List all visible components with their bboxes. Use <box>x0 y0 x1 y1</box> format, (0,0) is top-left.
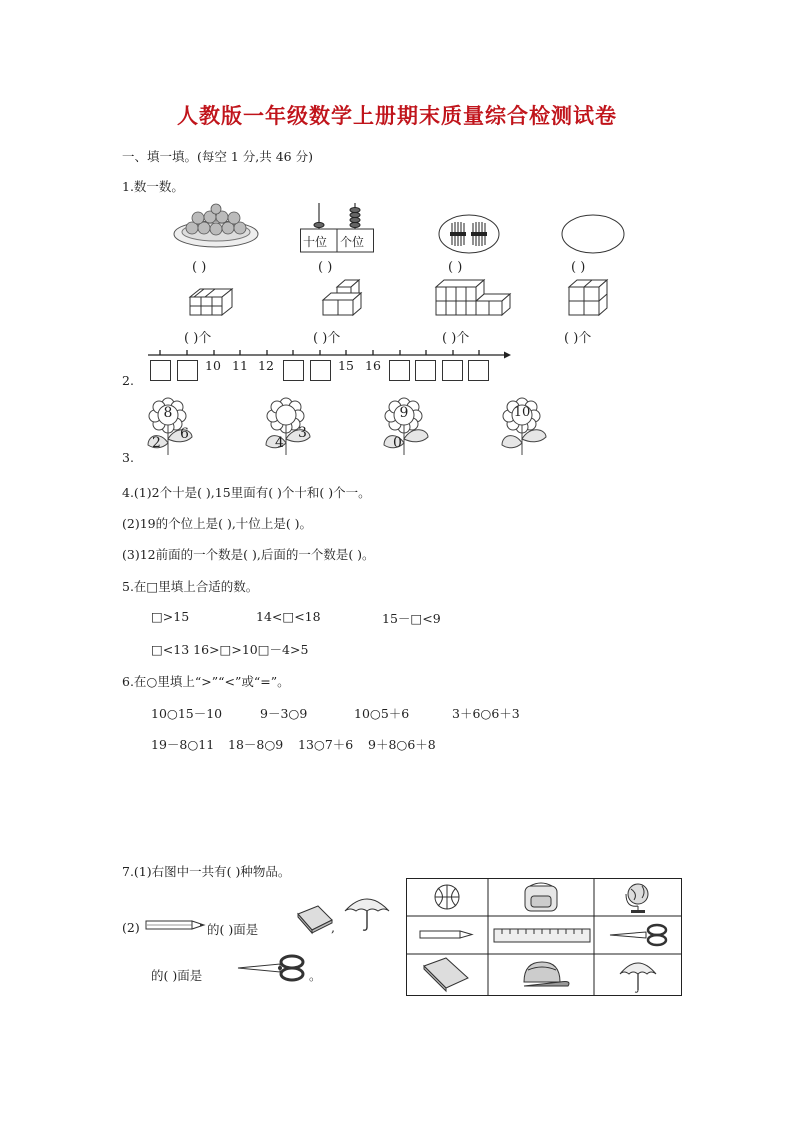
flower-top-number: 8 <box>163 405 173 421</box>
number-blank-box[interactable] <box>177 360 198 381</box>
number-blank-box[interactable] <box>468 360 489 381</box>
compare-item: 13○7＋6 <box>298 737 354 752</box>
basketball-icon <box>435 885 459 909</box>
cube-stack-image <box>569 279 609 317</box>
tick-label: 16 <box>365 358 381 373</box>
compare-item: 19－8○11 <box>151 737 215 752</box>
question-5-label: 5.在□里填上合适的数。 <box>122 579 259 594</box>
number-blank-box[interactable] <box>310 360 331 381</box>
cube-stack-image <box>436 279 512 317</box>
compare-item: 3＋6○6＋3 <box>452 706 520 721</box>
question-6-label: 6.在○里填上“>”“<”或“=”。 <box>122 674 290 689</box>
umbrella-image <box>343 893 391 933</box>
page-title: 人教版一年级数学上册期末质量综合检测试卷 <box>177 104 617 128</box>
number-blank-box[interactable] <box>150 360 171 381</box>
inequality-item: □>15 <box>151 609 190 624</box>
cube-stack-image <box>190 287 234 317</box>
bundles-of-sticks-image <box>438 214 500 254</box>
question-7-period: 。 <box>309 968 322 983</box>
question-3-label: 3. <box>122 450 134 465</box>
question-2-label: 2. <box>122 373 134 388</box>
number-blank-box[interactable] <box>415 360 436 381</box>
flower-left-number: 2 <box>152 435 161 451</box>
number-blank-box[interactable] <box>389 360 410 381</box>
items-grid-image <box>406 878 682 996</box>
empty-oval-image <box>561 214 625 254</box>
tens-place-label: 十位 <box>303 235 328 249</box>
flower-right-number: 3 <box>298 425 307 441</box>
inequality-item: 15－□<9 <box>382 611 441 626</box>
compare-item: 18－8○9 <box>228 737 284 752</box>
scissors-image <box>236 955 308 981</box>
cube-count-blank[interactable]: ( )个 <box>313 331 341 346</box>
compare-item: 10○15－10 <box>151 706 223 721</box>
flower-left-number: 0 <box>393 435 402 451</box>
flower-left-number: 4 <box>275 435 284 451</box>
cube-stack-image <box>323 279 363 317</box>
ruler-icon <box>494 929 590 942</box>
section-heading: 一、填一填。(每空 1 分,共 46 分) <box>122 149 313 164</box>
flower-top-number: 10 <box>513 405 531 420</box>
pencil-image <box>144 918 206 932</box>
question-7-comma: , <box>331 920 335 935</box>
flower-right-number: 6 <box>180 426 189 442</box>
question-7-line-1: 7.(1)右图中一共有( )种物品。 <box>122 864 291 879</box>
tick-label: 10 <box>205 358 221 373</box>
compare-item: 10○5＋6 <box>354 706 410 721</box>
cube-count-blank[interactable]: ( )个 <box>442 331 470 346</box>
answer-blank[interactable]: ( ) <box>192 260 207 275</box>
tick-label: 11 <box>232 358 248 373</box>
tick-label: 12 <box>258 358 274 373</box>
answer-blank[interactable]: ( ) <box>318 260 333 275</box>
tick-label: 15 <box>338 358 354 373</box>
notebook-image <box>294 904 334 936</box>
inequality-item: 14<□<18 <box>256 609 321 624</box>
question-7-line-2-text: 的( )面是 <box>207 922 259 937</box>
number-flower-image <box>264 395 320 457</box>
compare-item: 9＋8○6＋8 <box>368 737 436 752</box>
question-7-line-2-prefix: (2) <box>122 920 140 935</box>
compare-item: 9－3○9 <box>260 706 308 721</box>
answer-blank[interactable]: ( ) <box>448 260 463 275</box>
number-blank-box[interactable] <box>283 360 304 381</box>
plate-of-balls-image <box>172 206 260 251</box>
question-7-line-3-text: 的( )面是 <box>151 968 203 983</box>
inequality-row-2: □<13 16>□>10□－4>5 <box>151 642 309 657</box>
backpack-icon <box>525 883 557 911</box>
question-1-label: 1.数一数。 <box>122 179 184 194</box>
ones-place-label: 个位 <box>340 235 365 249</box>
question-4-line-2: (2)19的个位上是( ),十位上是( )。 <box>122 516 313 531</box>
cube-count-blank[interactable]: ( )个 <box>564 331 592 346</box>
pencil-icon <box>420 931 472 938</box>
question-4-line-3: (3)12前面的一个数是( ),后面的一个数是( )。 <box>122 547 375 562</box>
number-blank-box[interactable] <box>442 360 463 381</box>
cube-count-blank[interactable]: ( )个 <box>184 331 212 346</box>
question-4-line-1: 4.(1)2个十是( ),15里面有( )个十和( )个一。 <box>122 485 371 500</box>
answer-blank[interactable]: ( ) <box>571 260 586 275</box>
flower-top-number: 9 <box>399 405 409 421</box>
